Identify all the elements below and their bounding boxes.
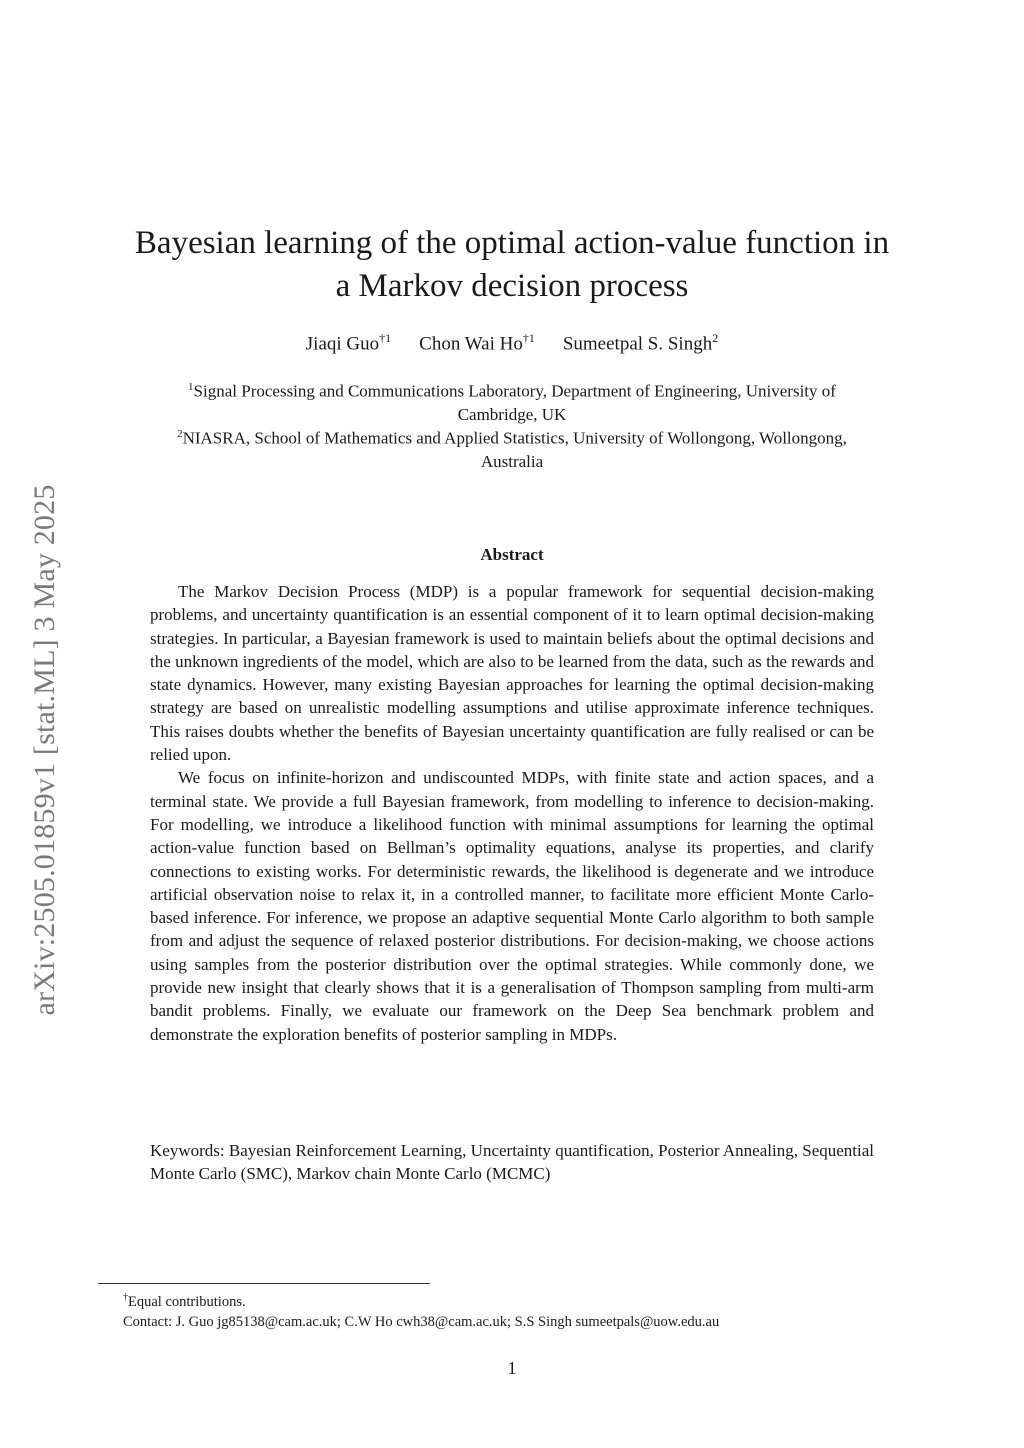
footnote-mark: † (123, 1292, 128, 1303)
abstract-body (150, 580, 874, 1046)
author-mark: †1 (379, 331, 392, 345)
footnote-text: Equal contributions. (128, 1293, 246, 1310)
abstract-paragraph: We focus on infinite-horizon and undiscounted MDPs, with finite state and action spaces, and a terminal state. We provide a full Bayesian framework, from modelling to inference to decision-making. For modelling, we introduce a likelihood function with minimal assumptions for learning the optimal action-value function based on Bellman’s optimality equations, analyse its properties, and clarify connections to existing works. For deterministic rewards, the likelihood is degenerate and we introduce artificial observation noise to relax it, in a controlled manner, to facilitate more efficient Monte Carlo-based inference. For inference, we propose an adaptive sequential Monte Carlo algorithm to both sample from and adjust the sequence of relaxed posterior distributions. For decision-making, we choose actions using samples from the posterior distribution over the optimal strategies. While commonly done, we provide new insight that clearly shows that it is a generalisation of Thompson sampling from multi-arm bandit problems. Finally, we evaluate our framework on the Deep Sea benchmark problem and demonstrate the exploration benefits of posterior sampling in MDPs. (150, 768, 874, 1044)
affiliation-2 (110, 423, 914, 473)
paper-title (100, 222, 924, 308)
affiliation-line: Cambridge, UK (457, 404, 567, 424)
author-name: Jiaqi Guo (305, 333, 380, 355)
author (419, 331, 535, 355)
affiliation-1 (110, 376, 914, 426)
affiliation-line: Australia (480, 451, 544, 471)
footnotes (123, 1288, 903, 1332)
footnote-equal-contribution (123, 1288, 903, 1312)
affiliation-mark: 1 (188, 381, 194, 393)
arxiv-identifier-stamp: arXiv:2505.01859v1 [stat.ML] 3 May 2025 (28, 484, 61, 1016)
abstract-paragraph: The Markov Decision Process (MDP) is a popular framework for sequential decision-making problems, and uncertainty quantification is an essential component of it to learn optimal decision-making strategies. In particular, a Bayesian framework is used to maintain beliefs about the optimal decisions and the unknown ingredients of the model, which are also to be learned from the data, such as the rewards and state dynamics. However, many existing Bayesian approaches for learning the optimal decision-making strategy are based on unrealistic modelling assumptions and utilise approximate inference techniques. This raises doubts whether the benefits of Bayesian uncertainty quantification are fully realised or can be relied upon. (150, 582, 874, 765)
title-line-2: a Markov decision process (335, 268, 689, 304)
author-name: Chon Wai Ho (419, 333, 523, 355)
footnote-contact: Contact: J. Guo jg85138@cam.ac.uk; C.W Ho cwh38@cam.ac.uk; S.S Singh sumeetpals@uow.edu.au (123, 1313, 720, 1330)
affiliation-line: NIASRA, School of Mathematics and Applied Statistics, University of Wollongong, Wollongong, (182, 428, 847, 448)
affiliation-mark: 2 (177, 428, 183, 440)
author (563, 331, 718, 355)
footnote-divider (98, 1283, 430, 1284)
abstract-heading: Abstract (480, 545, 544, 564)
keywords: Keywords: Bayesian Reinforcement Learning, Uncertainty quantification, Posterior Annealing, Sequential Monte Carlo (SMC), Markov chain Monte Carlo (MCMC) (150, 1141, 874, 1183)
author-list (150, 331, 874, 355)
title-line-1: Bayesian learning of the optimal action-value function in (134, 225, 890, 261)
author-mark: 2 (712, 331, 719, 345)
author-mark: †1 (522, 331, 535, 345)
affiliation-line: Signal Processing and Communications Laboratory, Department of Engineering, University of (193, 381, 836, 401)
author (306, 331, 391, 355)
page-number: 1 (507, 1358, 517, 1378)
author-name: Sumeetpal S. Singh (562, 333, 713, 355)
